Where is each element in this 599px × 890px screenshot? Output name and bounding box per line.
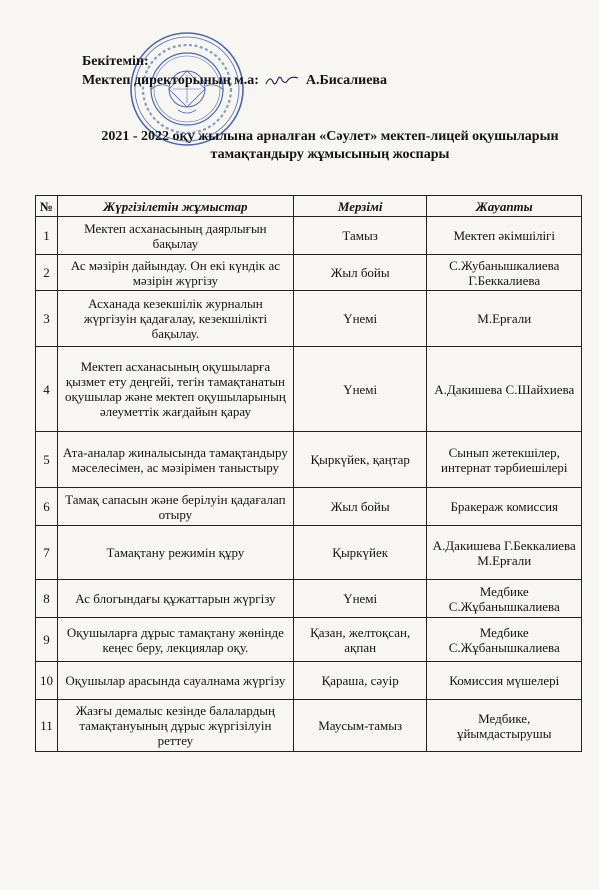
table-row — [36, 432, 582, 488]
row-responsible: Комиссия мүшелері — [427, 662, 582, 700]
row-responsible: А.Дакишева С.Шайхиева — [427, 347, 582, 432]
header-responsible: Жауапты — [427, 196, 582, 217]
document-title — [70, 128, 590, 164]
row-responsible: Медбике, ұйымдастырушы — [427, 700, 582, 752]
row-term: Жыл бойы — [293, 255, 427, 291]
row-responsible: Бракераж комиссия — [427, 488, 582, 526]
row-term: Үнемі — [293, 291, 427, 347]
row-task: Мектеп асханасының даярлығын бақылау — [57, 217, 293, 255]
row-number: 3 — [36, 291, 58, 347]
header-number: № — [36, 196, 58, 217]
table-header-row — [36, 196, 582, 217]
row-number: 8 — [36, 580, 58, 618]
row-task: Мектеп асханасының оқушыларға қызмет ету деңгейі, тегін тамақтанатын оқушылар және мектеп оқушыларының әлеуметтік жағдайын қарау — [57, 347, 293, 432]
row-term: Маусым-тамыз — [293, 700, 427, 752]
row-number: 6 — [36, 488, 58, 526]
row-term: Қыркүйек, қаңтар — [293, 432, 427, 488]
row-term: Қазан, желтоқсан, ақпан — [293, 618, 427, 662]
row-task: Асханада кезекшілік журналын жүргізуін қадағалау, кезекшілікті бақылау. — [57, 291, 293, 347]
table-row — [36, 580, 582, 618]
row-number: 10 — [36, 662, 58, 700]
row-task: Ас мәзірін дайындау. Он екі күндік ас мәзірін жүргізу — [57, 255, 293, 291]
handwritten-signature — [264, 74, 300, 88]
row-task: Тамақ сапасын және берілуін қадағалап отыру — [57, 488, 293, 526]
row-responsible: М.Ерғали — [427, 291, 582, 347]
row-responsible: Медбике С.Жұбанышкалиева — [427, 618, 582, 662]
approval-label: Бекітемін: — [82, 54, 149, 69]
title-line-2: тамақтандыру жұмысының жоспары — [210, 147, 450, 162]
table-row — [36, 347, 582, 432]
row-term: Үнемі — [293, 347, 427, 432]
table-row — [36, 488, 582, 526]
table-row — [36, 662, 582, 700]
header-tasks: Жүргізілетін жұмыстар — [57, 196, 293, 217]
row-term: Үнемі — [293, 580, 427, 618]
row-responsible: Мектеп әкімшілігі — [427, 217, 582, 255]
row-task: Оқушылар арасында сауалнама жүргізу — [57, 662, 293, 700]
nutrition-plan-table — [35, 195, 582, 752]
row-responsible: Медбике С.Жұбанышкалиева — [427, 580, 582, 618]
row-number: 1 — [36, 217, 58, 255]
row-number: 2 — [36, 255, 58, 291]
table-row — [36, 526, 582, 580]
table-row — [36, 618, 582, 662]
table-row — [36, 217, 582, 255]
row-number: 9 — [36, 618, 58, 662]
row-task: Тамақтану режимін құру — [57, 526, 293, 580]
row-number: 11 — [36, 700, 58, 752]
row-task: Оқушыларға дұрыс тамақтану жөнінде кеңес беру, лекциялар оқу. — [57, 618, 293, 662]
row-responsible: Сынып жетекшілер, интернат тәрбиешілері — [427, 432, 582, 488]
row-task: Ас блогындағы құжаттарын жүргізу — [57, 580, 293, 618]
row-term: Жыл бойы — [293, 488, 427, 526]
row-number: 7 — [36, 526, 58, 580]
title-line-1: 2021 - 2022 оқу жылына арналған «Сәулет» мектеп-лицей оқушыларын — [101, 129, 559, 144]
row-task: Жазғы демалыс кезінде балалардың тамақтануының дұрыс жүргізілуін реттеу — [57, 700, 293, 752]
row-term: Тамыз — [293, 217, 427, 255]
table-row — [36, 700, 582, 752]
row-term: Қараша, сәуір — [293, 662, 427, 700]
row-number: 4 — [36, 347, 58, 432]
header-term: Мерзімі — [293, 196, 427, 217]
approval-block — [82, 52, 387, 90]
table-row — [36, 255, 582, 291]
row-number: 5 — [36, 432, 58, 488]
row-task: Ата-аналар жиналысында тамақтандыру мәселесімен, ас мәзірімен таныстыру — [57, 432, 293, 488]
table-row — [36, 291, 582, 347]
director-position: Мектеп директорының м.а: — [82, 73, 259, 88]
row-responsible: А.Дакишева Г.Беккалиева М.Ерғали — [427, 526, 582, 580]
row-term: Қыркүйек — [293, 526, 427, 580]
row-responsible: С.Жубанышкалиева Г.Беккалиева — [427, 255, 582, 291]
director-name: А.Бисалиева — [305, 73, 387, 88]
